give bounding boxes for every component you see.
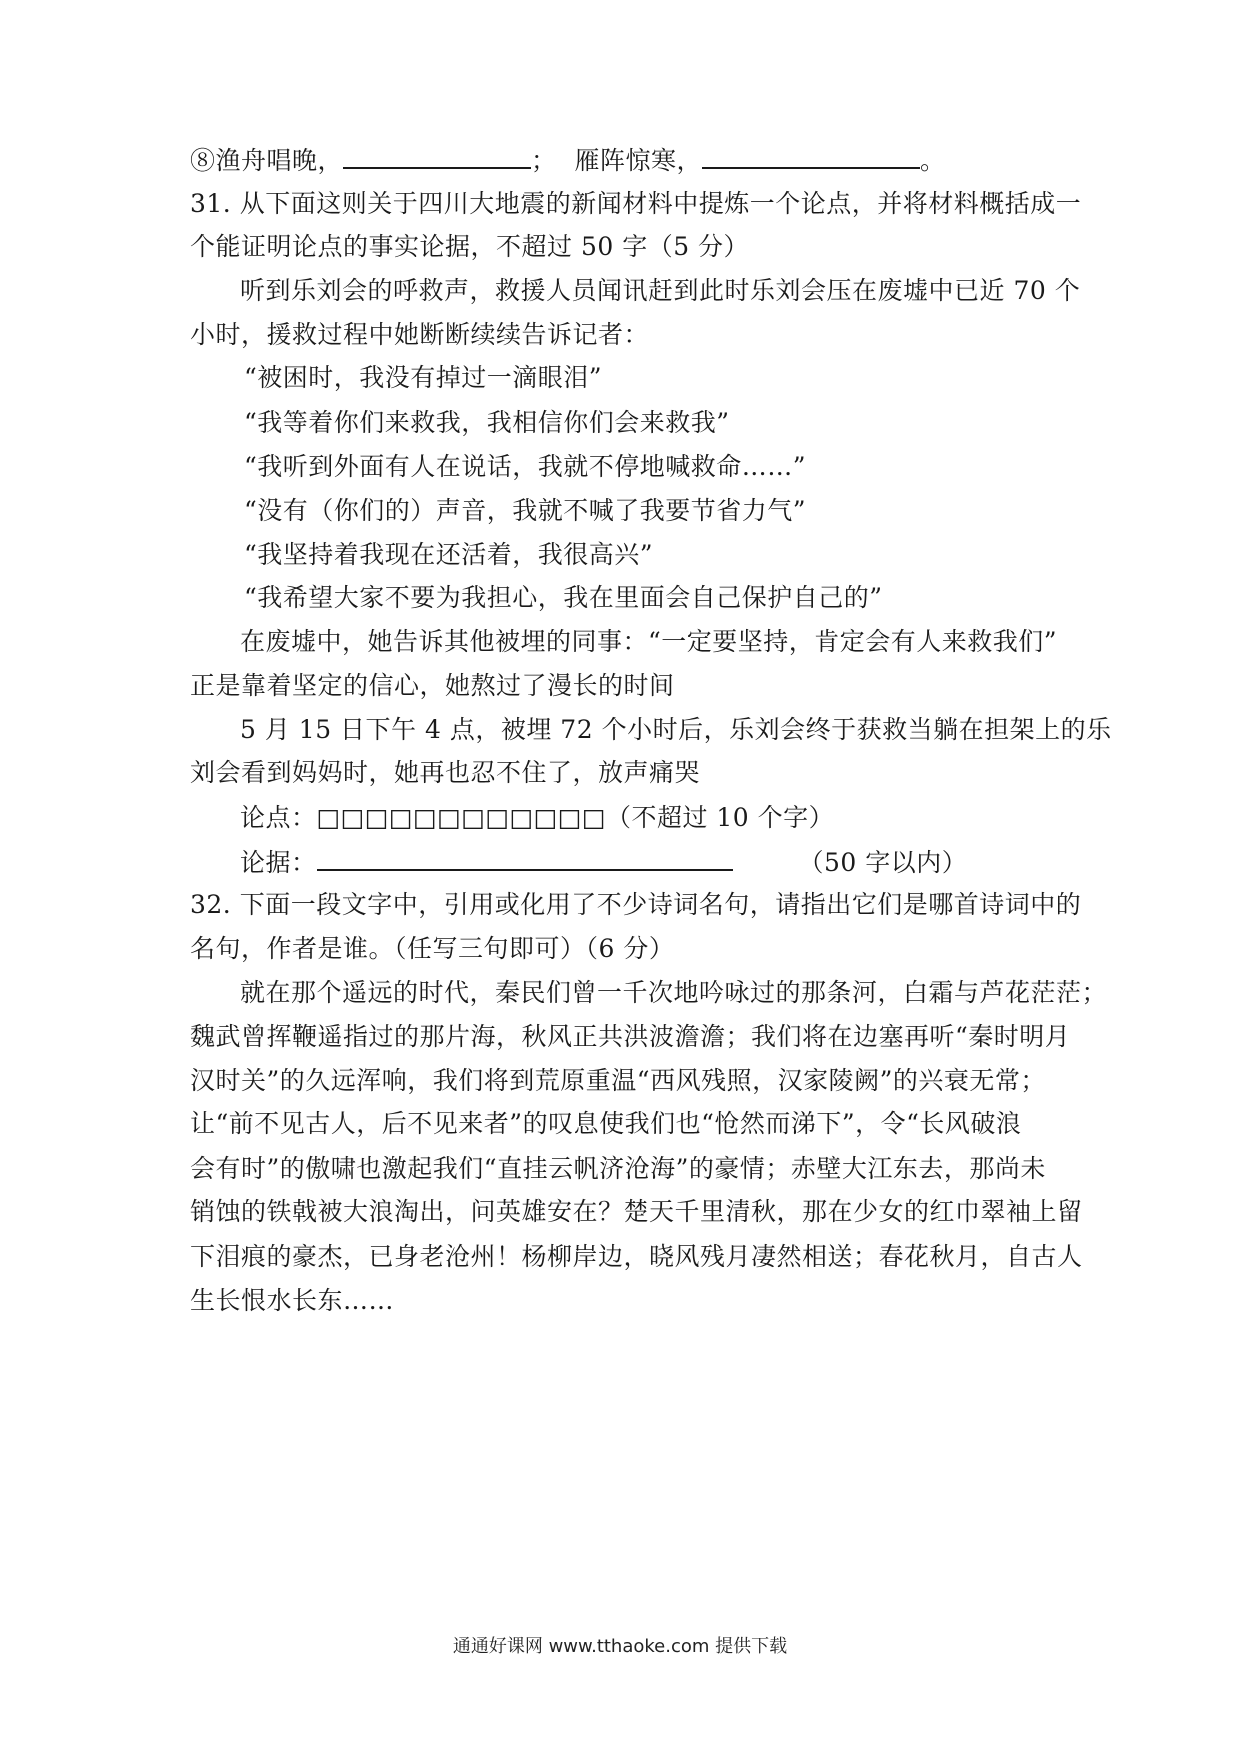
fill-in-line [190,141,1070,179]
fill-end: 。 [920,146,946,175]
q32-passage-line: 魏武曾挥鞭遥指过的那片海，秋风正共洪波澹澹；我们将在边塞再听“秦时明月 [190,1022,1071,1051]
page-footer: 通通好课网 www.tthaoke.com 提供下载 [452,1636,788,1657]
q32-passage-line: 让“前不见古人，后不见来者”的叹息使我们也“怆然而涕下”，令“长风破浪 [190,1109,1022,1138]
q32-passage-line: 下泪痕的豪杰，已身老沧州！杨柳岸边，晓风残月凄然相送；春花秋月，自古人 [190,1242,1083,1271]
q31-p1-line1: 听到乐刘会的呼救声，救援人员闻讯赶到此时乐刘会压在废墟中已近 70 个 [240,276,1081,305]
answer-blank-2[interactable] [702,141,920,169]
q31-p3-line1: 5 月 15 日下午 4 点，被埋 72 个小时后，乐刘会终于获救当躺在担架上的乐 [240,715,1112,744]
q31-title-line1: 31. 从下面这则关于四川大地震的新闻材料中提炼一个论点，并将材料概括成一 [190,189,1082,218]
quote-line: “我坚持着我现在还活着，我很高兴” [244,540,654,569]
fill-part2: 雁阵惊寒， [574,146,703,175]
evidence-line [240,843,1120,881]
quote-line: “我听到外面有人在说话，我就不停地喊救命……” [244,452,807,481]
evidence-answer-blank[interactable] [317,843,733,871]
q32-passage-line: 汉时关”的久远浑响，我们将到荒原重温“西风残照，汉家陵阙”的兴衰无常； [190,1066,1046,1095]
q31-title-line2: 个能证明论点的事实论据，不超过 50 字（5 分） [190,232,750,261]
fill-part1: ⑧渔舟唱晚， [190,146,344,175]
evidence-limit: （50 字以内） [798,848,968,877]
q31-p1-line2: 小时，援救过程中她断断续续告诉记者： [190,320,650,349]
fill-sep: ； [531,146,557,175]
quote-line: “我等着你们来救我，我相信你们会来救我” [244,408,730,437]
q32-passage-line: 就在那个遥远的时代，秦民们曾一千次地吟咏过的那条河，白霜与芦花茫茫； [240,978,1108,1007]
q31-p2-line2: 正是靠着坚定的信心，她熬过了漫长的时间 [190,671,675,700]
thesis-line: 论点：□□□□□□□□□□□□（不超过 10 个字） [240,803,835,832]
evidence-label: 论据： [240,848,317,877]
q32-passage-line: 生长恨水长东…… [190,1286,395,1315]
quote-line: “我希望大家不要为我担心，我在里面会自己保护自己的” [244,583,883,612]
q32-title-line1: 32. 下面一段文字中，引用或化用了不少诗词名句，请指出它们是哪首诗词中的 [190,890,1082,919]
q32-title-line2: 名句，作者是谁。（任写三句即可）（6 分） [190,934,675,963]
q31-p3-line2: 刘会看到妈妈时，她再也忍不住了，放声痛哭 [190,758,701,787]
q32-passage-line: 销蚀的铁戟被大浪淘出，问英雄安在？楚天千里清秋，那在少女的红巾翠袖上留 [190,1197,1083,1226]
quote-line: “被困时，我没有掉过一滴眼泪” [244,363,603,392]
answer-blank-1[interactable] [343,141,531,169]
quote-line: “没有（你们的）声音，我就不喊了我要节省力气” [244,496,807,525]
q31-p2-line1: 在废墟中，她告诉其他被埋的同事：“一定要坚持，肯定会有人来救我们” [240,627,1058,656]
q32-passage-line: 会有时”的傲啸也激起我们“直挂云帆济沧海”的豪情；赤壁大江东去，那尚未 [190,1154,1046,1183]
